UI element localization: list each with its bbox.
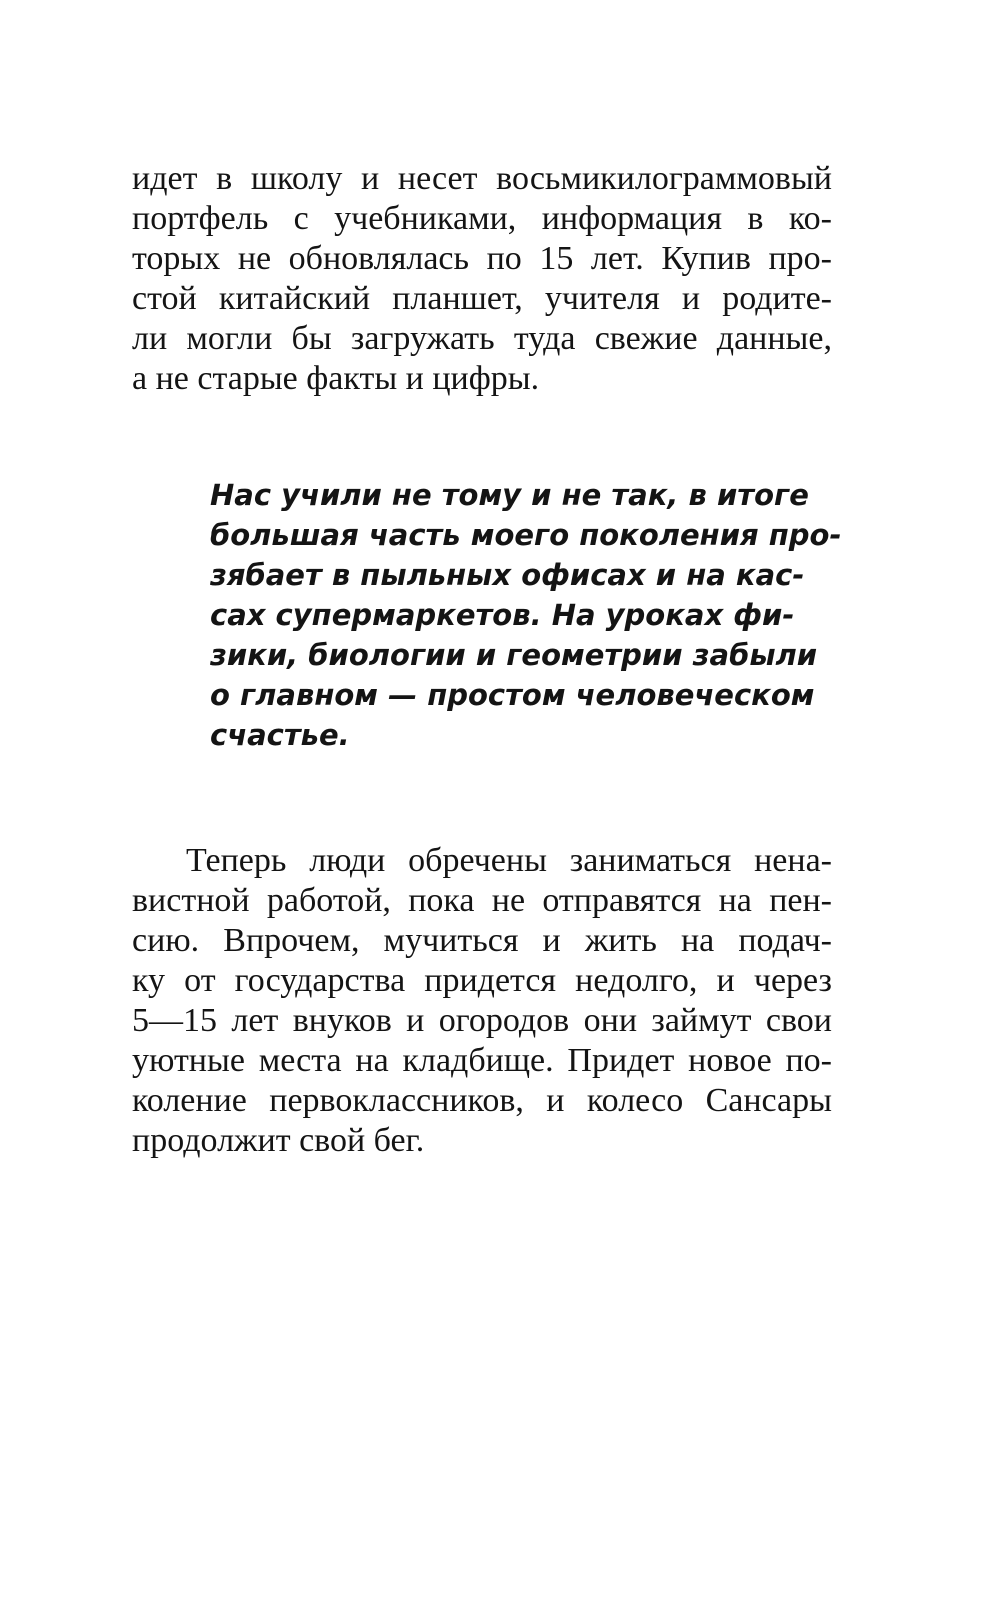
text-line: продолжит свой бег. [132,1122,425,1159]
text-line: а не старые факты и цифры. [132,360,540,397]
quote-line: о главном — простом человеческом [210,678,815,712]
text-line: вистной работой, пока не отправятся на пен- [132,882,832,919]
text-line: уютные места на кладбище. Придет новое по- [132,1042,832,1079]
quote-line: большая часть моего поколения про- [210,518,842,552]
text-line: 5—15 лет внуков и огородов они займут свои [132,1002,832,1039]
text-line: ли могли бы загружать туда свежие данные, [132,320,832,357]
quote-line: Нас учили не тому и не так, в итоге [210,478,809,512]
text-line: торых не обновлялась по 15 лет. Купив про- [132,240,832,277]
text-line: Теперь люди обречены заниматься нена- [186,842,832,879]
text-line: ку от государства придется недолго, и через [132,962,832,999]
quote-line: зики, биологии и геометрии забыли [210,638,818,672]
text-line: стой китайский планшет, учителя и родите- [132,280,832,317]
text-line: сию. Впрочем, мучиться и жить на подач- [132,922,832,959]
text-line: портфель с учебниками, информация в ко- [132,200,832,237]
quote-line: сах супермаркетов. На уроках фи- [210,598,795,632]
quote-line: счастье. [210,718,350,752]
quote-line: зябает в пыльных офисах и на кас- [210,558,805,592]
text-line: идет в школу и несет восьмикилограммовый [132,160,832,197]
text-line: коление первоклассников, и колесо Сансары [132,1082,832,1119]
